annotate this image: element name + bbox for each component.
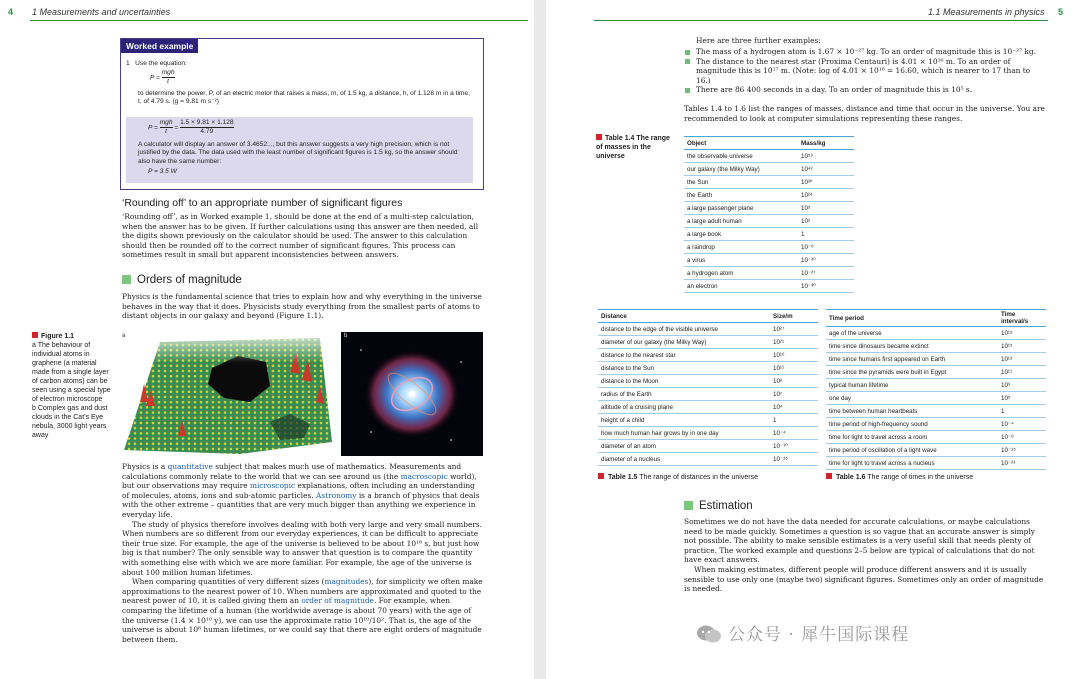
calc-equals: = bbox=[174, 124, 179, 132]
equation-fraction bbox=[162, 69, 175, 86]
table-row bbox=[598, 401, 818, 414]
table-cell-label: time since dinosaurs became extinct bbox=[826, 340, 998, 353]
left-page bbox=[0, 0, 534, 679]
equation-numerator: mgh bbox=[161, 69, 175, 76]
glossary-link-quantitative[interactable]: quantitative bbox=[167, 462, 213, 471]
figure-label: Figure 1.1 bbox=[32, 332, 114, 341]
table-cell-label: distance to the edge of the visible universe bbox=[598, 323, 770, 336]
table-row bbox=[684, 228, 854, 241]
calc-denominator-2: 4.79 bbox=[200, 128, 214, 135]
table-cell-label: how much human hair grows by in one day bbox=[598, 427, 770, 440]
wechat-icon bbox=[696, 624, 722, 644]
panel-b-label: b bbox=[344, 333, 348, 339]
table-cell-value: 10⁻¹⁵ bbox=[998, 444, 1046, 457]
table-cell-label: one day bbox=[826, 392, 998, 405]
calc-explanation: A calculator will display an answer of 3.4652..., but this answer suggests a very high precision, which is not justified by the data. The data used with the least number of significant figures is 1.5 kg, so the answer should also have the same number: bbox=[138, 141, 458, 165]
table-1-5 bbox=[598, 309, 818, 466]
table-row bbox=[826, 340, 1046, 353]
table-cell-value: 10¹¹ bbox=[998, 366, 1046, 379]
table-row bbox=[826, 366, 1046, 379]
heading-square-icon bbox=[684, 501, 693, 510]
rounding-paragraph: ‘Rounding off’, as in Worked example 1, should be done at the end of a multi-step calculation, when the answer has to be given. If further calculations using this answer are then needed, all the digits shown previously on the calculator should be used. The answer to this calculation should then be rounded off to the correct number of significant figures. This process can sometimes result in small but apparent inconsistencies between answers. bbox=[122, 212, 479, 260]
table-row bbox=[826, 405, 1046, 418]
red-square-icon bbox=[32, 332, 38, 338]
table-header: Distance bbox=[598, 310, 770, 323]
tables-intro: Tables 1.4 to 1.6 list the ranges of masses, distance and time that occur in the universe. You are recommended to look at computer simulations representing these ranges. bbox=[684, 104, 1045, 123]
table-cell-label: diameter of an atom bbox=[598, 440, 770, 453]
glossary-link-astronomy[interactable]: Astronomy bbox=[315, 490, 357, 500]
table-row bbox=[684, 241, 854, 254]
calc-denominator-1: t bbox=[165, 128, 168, 135]
worked-example-number: 1 bbox=[126, 60, 130, 67]
table-row bbox=[826, 457, 1046, 470]
table-cell-label: a large adult human bbox=[684, 215, 798, 228]
table-cell-value: 10⁷ bbox=[770, 388, 818, 401]
equation-lhs: P = bbox=[150, 74, 160, 82]
estimation-paragraph-1: Sometimes we do not have the data needed for accurate calculations, or maybe calculations need to be made quickly. Sometimes a question is so vague that an accurate answer is simply not possible. The ability to make sensible estimates is a very useful skill that needs plenty of practice. The worked example and questions 2–5 below are typical of calculations that do not have exact answers. bbox=[684, 517, 1035, 565]
examples-list bbox=[684, 47, 1046, 95]
table-cell-label: a large passenger plane bbox=[684, 202, 798, 215]
orders-of-magnitude-heading bbox=[122, 274, 242, 286]
table-row bbox=[826, 379, 1046, 392]
figure-caption bbox=[32, 332, 114, 440]
table-row bbox=[684, 267, 854, 280]
calc-numerator-1: mgh bbox=[159, 119, 173, 126]
table-row bbox=[826, 431, 1046, 444]
table-cell-value: 10⁻²³ bbox=[998, 457, 1046, 470]
table-row bbox=[598, 349, 818, 362]
orders-paragraph: Physics is the fundamental science that tries to explain how and why everything in the universe behaves in the way that it does. Physicists study everything from the smallest parts of atoms to distant objects in our galaxy and beyond (Figure 1.1). bbox=[122, 292, 482, 321]
table-cell-value: 10⁸ bbox=[770, 375, 818, 388]
table-header: Time period bbox=[826, 310, 998, 327]
table-row bbox=[826, 418, 1046, 431]
example-item: There are 86 400 seconds in a day. To an order of magnitude this is 10⁵ s. bbox=[684, 85, 1046, 95]
table-row bbox=[684, 202, 854, 215]
table-1-5-caption: Table 1.5 The range of distances in the universe bbox=[598, 473, 758, 481]
worked-example-prompt-text: Use the equation: bbox=[135, 60, 187, 67]
table-cell-label: a raindrop bbox=[684, 241, 798, 254]
table-cell-label: time for light to travel across a room bbox=[826, 431, 998, 444]
right-page bbox=[546, 0, 1080, 679]
examples-intro: Here are three further examples: bbox=[696, 36, 821, 45]
table-cell-label: typical human lifetime bbox=[826, 379, 998, 392]
table-cell-label: the observable universe bbox=[684, 150, 798, 163]
table-cell-value: 10⁻¹⁰ bbox=[770, 440, 818, 453]
red-square-icon bbox=[598, 473, 604, 479]
body-paragraph-2: The study of physics therefore involves dealing with both very large and very small numbers. When numbers are so different from our everyday experiences, it can be difficult to appreciate their true size. For example, the age of the universe is believed to be about 10¹⁸ s, but just how big is that number? The only sensible way to answer that question is to compare the quantity with something else with which we are more familiar. For example, the age of the universe is about 100 million human lifetimes. bbox=[122, 519, 482, 577]
table-cell-label: time since humans first appeared on Earth bbox=[826, 353, 998, 366]
table-cell-value: 10⁻²⁰ bbox=[798, 254, 854, 267]
red-square-icon bbox=[826, 473, 832, 479]
header-rule bbox=[594, 20, 1048, 21]
table-cell-label: height of a child bbox=[598, 414, 770, 427]
table-cell-label: time for light to travel across a nucleus bbox=[826, 457, 998, 470]
table-cell-label: the Sun bbox=[684, 176, 798, 189]
table-row bbox=[598, 440, 818, 453]
table-cell-label: radius of the Earth bbox=[598, 388, 770, 401]
table-row bbox=[684, 163, 854, 176]
table-cell-label: time period of high-frequency sound bbox=[826, 418, 998, 431]
worked-example-question: to determine the power, P, of an electric motor that raises a mass, m, of 1.5 kg, a distance, h, of 1.128 m in a time, t, of 4.79 s. (g = 9.81 m s⁻²) bbox=[138, 90, 470, 106]
orders-heading-text: Orders of magnitude bbox=[137, 274, 242, 286]
table-row bbox=[684, 150, 854, 163]
glossary-link-microscopic[interactable]: microscopic bbox=[250, 481, 296, 491]
equation-denominator: t bbox=[167, 78, 170, 85]
table-header: Size/m bbox=[770, 310, 818, 323]
table-1-4-caption: Table 1.4 The range of masses in the universe bbox=[596, 135, 670, 160]
table-cell-value: 1 bbox=[770, 414, 818, 427]
table-row bbox=[684, 254, 854, 267]
table-row bbox=[684, 176, 854, 189]
table-header: Time interval/s bbox=[998, 310, 1046, 327]
table-cell-value: 10⁻³⁰ bbox=[798, 280, 854, 293]
table-cell-label: diameter of a nucleus bbox=[598, 453, 770, 466]
nebula-svg bbox=[341, 332, 483, 456]
figure-caption-a: a The behaviour of individual atoms in graphene (a material made from a single layer of carbon atoms) can be seen using a special type of electron microscope bbox=[32, 342, 111, 403]
watermark bbox=[696, 620, 909, 645]
table-cell-value: 10¹⁶ bbox=[770, 349, 818, 362]
table-cell-label: a large book bbox=[684, 228, 798, 241]
table-cell-label: distance to the Sun bbox=[598, 362, 770, 375]
table-cell-label: a virus bbox=[684, 254, 798, 267]
table-1-6-caption: Table 1.6 The range of times in the universe bbox=[826, 473, 973, 481]
table-cell-label: distance to the nearest star bbox=[598, 349, 770, 362]
table-1-4 bbox=[684, 136, 854, 293]
page-number: 5 bbox=[1058, 7, 1064, 17]
table-cell-value: 10⁻⁴ bbox=[770, 427, 818, 440]
table-cell-label: a hydrogen atom bbox=[684, 267, 798, 280]
table-header: Object bbox=[684, 137, 798, 150]
table-cell-value: 1 bbox=[998, 405, 1046, 418]
rounding-heading: ‘Rounding off’ to an appropriate number of significant figures bbox=[122, 197, 403, 209]
calculation bbox=[138, 119, 470, 137]
red-square-icon bbox=[596, 134, 602, 140]
table-row bbox=[598, 453, 818, 466]
body-paragraph-1: Physics is a quantitative subject that makes much use of mathematics. Measurements and calculations commonly relate to the world that we can see around us (the macroscopic world), but our observations may require microscopic explanations, often including an understanding of molecules, atoms, ions and sub-atomic particles. Astronomy is a branch of physics that deals with the other extreme – quantities that are very much bigger than anything we experience in everyday life. bbox=[122, 462, 480, 519]
worked-example-prompt bbox=[126, 60, 476, 68]
table-cell-value: 1 bbox=[798, 228, 854, 241]
running-head: 1.1 Measurements in physics bbox=[928, 7, 1045, 17]
figure-caption-b: b Complex gas and dust clouds in the Cat’s Eye nebula, 3000 light years away bbox=[32, 405, 108, 439]
running-head: 1 Measurements and uncertainties bbox=[32, 7, 171, 17]
table-row bbox=[826, 353, 1046, 366]
table-cell-label: distance to the Moon bbox=[598, 375, 770, 388]
table-row bbox=[598, 414, 818, 427]
glossary-link-macroscopic[interactable]: macroscopic bbox=[400, 471, 448, 481]
table-cell-label: an electron bbox=[684, 280, 798, 293]
main-body-text bbox=[122, 462, 484, 644]
body-paragraph-3: When comparing quantities of very different sizes (magnitudes), for simplicity we often make approximations to the nearest power of 10. When numbers are approximated and quoted to the nearest power of 10, it is called giving them an order of magnitude. For example, when comparing the lifetime of a human (the worldwide average is about 70 years) with the age of the universe (1.4 × 10¹⁰ y), we can use the approximate ratio 10¹⁰/10². That is, the age of the universe is about 10⁸ human lifetimes, or we could say that there are eight orders of magnitude between them. bbox=[122, 577, 483, 644]
watermark-text: 公众号 · 犀牛国际课程 bbox=[728, 625, 910, 645]
graphene-svg bbox=[120, 332, 334, 456]
table-cell-label: our galaxy (the Milky Way) bbox=[684, 163, 798, 176]
example-item: The distance to the nearest star (Proxima Centauri) is 4.01 × 10¹⁶ m. To an order of magnitude this is 10¹⁷ m. (Note: log of 4.01 × 10¹⁶ = 16.60, which is nearer to 17 than to 16.) bbox=[684, 57, 1046, 86]
worked-example-title: Worked example bbox=[121, 39, 198, 53]
page-number: 4 bbox=[8, 7, 14, 17]
table-cell-value: 10⁴² bbox=[798, 163, 854, 176]
table-cell-value: 10⁻⁴ bbox=[998, 418, 1046, 431]
table-row bbox=[826, 444, 1046, 457]
table-cell-label: time since the pyramids were built in Egypt bbox=[826, 366, 998, 379]
estimation-paragraph-2: When making estimates, different people will produce different answers and it is usually sensible to use only one (maybe two) significant figures. Sometimes only an order of magnitude is needed. bbox=[684, 564, 1044, 594]
calc-fraction-2 bbox=[180, 119, 234, 136]
table-cell-label: age of the universe bbox=[826, 327, 998, 340]
table-row bbox=[598, 388, 818, 401]
table-cell-value: 10⁻¹⁵ bbox=[770, 453, 818, 466]
estimation-text bbox=[684, 517, 1046, 594]
table-cell-value: 10⁻⁶ bbox=[798, 241, 854, 254]
table-cell-value: 10⁵³ bbox=[798, 150, 854, 163]
table-cell-value: 10⁵ bbox=[798, 202, 854, 215]
table-row bbox=[684, 280, 854, 293]
table-cell-label: altitude of a cruising plane bbox=[598, 401, 770, 414]
example-item: The mass of a hydrogen atom is 1.67 × 10⁻²⁷ kg. To an order of magnitude this is 10⁻²⁷ kg. bbox=[684, 47, 1046, 57]
heading-square-icon bbox=[122, 275, 131, 284]
table-cell-value: 10²⁴ bbox=[798, 189, 854, 202]
table-cell-value: 10¹³ bbox=[998, 353, 1046, 366]
table-cell-label: time between human heartbeats bbox=[826, 405, 998, 418]
table-cell-value: 10² bbox=[798, 215, 854, 228]
calc-answer: P = 3.5 W bbox=[148, 168, 177, 176]
estimation-heading: Estimation bbox=[684, 500, 753, 512]
table-row bbox=[598, 336, 818, 349]
table-row bbox=[598, 362, 818, 375]
table-cell-value: 10¹⁸ bbox=[998, 327, 1046, 340]
table-cell-value: 10²¹ bbox=[770, 336, 818, 349]
table-row bbox=[598, 375, 818, 388]
table-cell-value: 10⁻⁸ bbox=[998, 431, 1046, 444]
table-1-6 bbox=[826, 309, 1046, 470]
table-row bbox=[684, 189, 854, 202]
table-row bbox=[684, 215, 854, 228]
calc-fraction-1 bbox=[160, 119, 173, 136]
table-row bbox=[826, 392, 1046, 405]
table-row bbox=[826, 327, 1046, 340]
table-cell-value: 10⁵ bbox=[998, 392, 1046, 405]
figure-nebula-image bbox=[341, 332, 483, 456]
table-cell-label: diameter of our galaxy (the Milky Way) bbox=[598, 336, 770, 349]
table-cell-value: 10²⁷ bbox=[770, 323, 818, 336]
panel-a-label: a bbox=[122, 333, 126, 339]
table-cell-value: 10⁹ bbox=[998, 379, 1046, 392]
header-rule bbox=[30, 20, 528, 21]
figure-graphene-image bbox=[120, 332, 334, 456]
table-header: Mass/kg bbox=[798, 137, 854, 150]
glossary-link-magnitudes[interactable]: magnitudes bbox=[324, 577, 369, 587]
table-row bbox=[598, 427, 818, 440]
table-cell-value: 10⁴ bbox=[770, 401, 818, 414]
table-cell-label: the Earth bbox=[684, 189, 798, 202]
equation bbox=[150, 69, 270, 86]
worked-example-solution bbox=[138, 119, 470, 177]
calc-numerator-2: 1.5 × 9.81 × 1.128 bbox=[180, 119, 234, 126]
table-cell-value: 10⁻²⁷ bbox=[798, 267, 854, 280]
glossary-link-order-of-magnitude[interactable]: order of magnitude bbox=[301, 596, 374, 606]
table-cell-value: 10³⁰ bbox=[798, 176, 854, 189]
table-cell-value: 10¹⁵ bbox=[998, 340, 1046, 353]
table-cell-value: 10¹¹ bbox=[770, 362, 818, 375]
table-cell-label: time period of oscillation of a light wave bbox=[826, 444, 998, 457]
table-row bbox=[598, 323, 818, 336]
calc-lhs: P = bbox=[148, 124, 158, 132]
